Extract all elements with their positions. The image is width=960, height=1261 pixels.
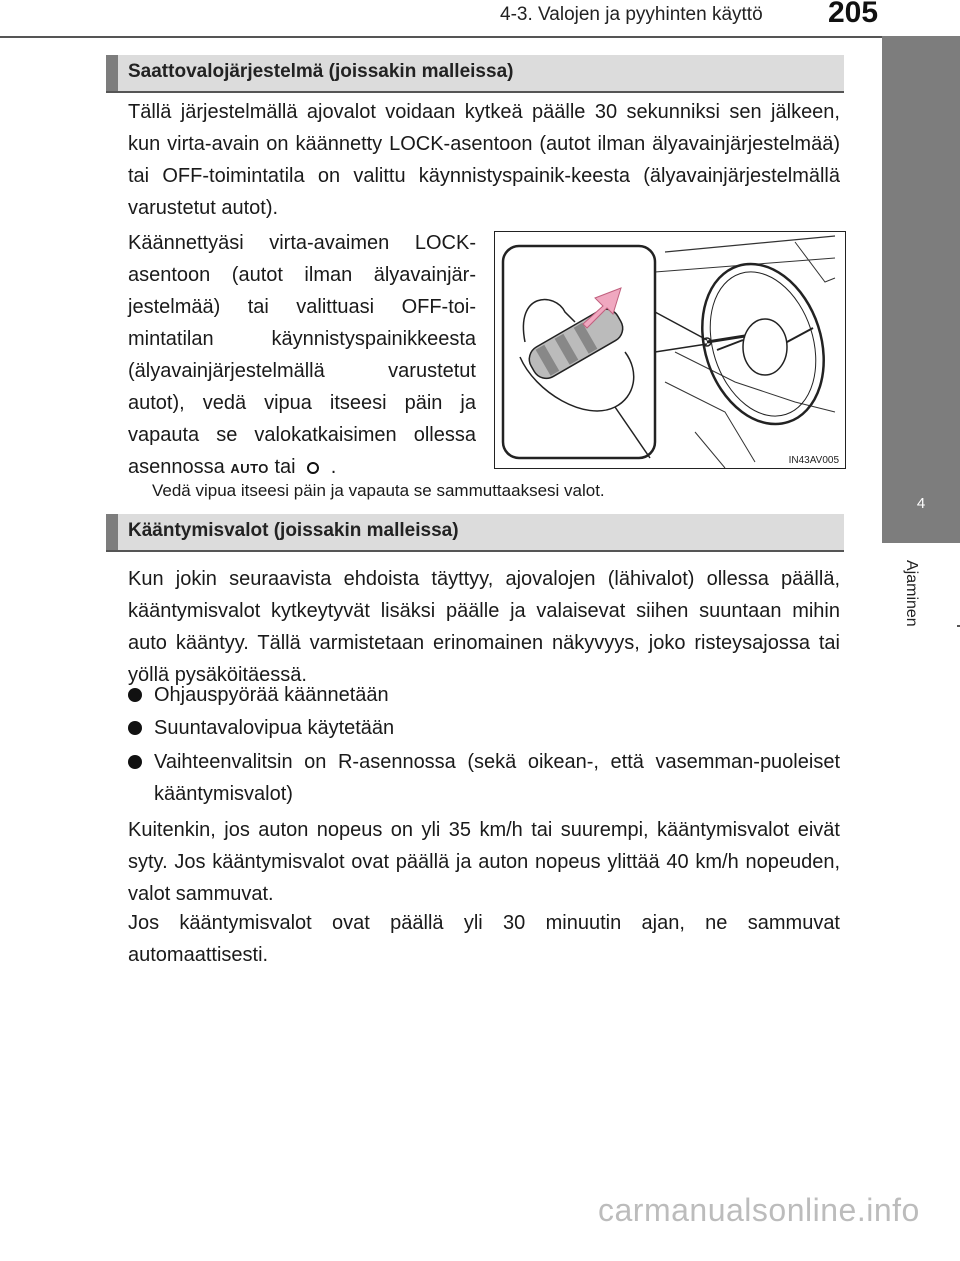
section-heading-bar [106,514,844,552]
section-heading: Kääntymisvalot (joissakin malleissa) [128,520,459,541]
watermark: carmanualsonline.info [598,1192,920,1228]
chapter-tab [882,475,960,543]
section-heading-accent [106,55,118,91]
instruction-text [128,227,476,485]
light-switch-illustration [494,231,846,469]
bullet-icon [128,755,142,769]
list-item [128,679,840,711]
bullet-icon [128,721,142,735]
time-paragraph: Jos kääntymisvalot ovat päällä yli 30 minuutin ajan, ne sammuvat automaattisesti. [128,912,840,966]
section-intro: Tällä järjestelmällä ajovalot voidaan kytkeä päälle 30 sekunniksi sen jälkeen, kun virta-avain on käännetty LOCK-asentoon (autot ilman älyavainjärjestelmää) tai OFF-toimintatila on valittu käynnistyspainik-keesta (älyavainjärjestelmällä varustetut autot). [128,101,840,219]
section-heading-bar [106,55,844,93]
speed-paragraph: Kuitenkin, jos auton nopeus on yli 35 km/h tai suurempi, kääntymisvalot eivät syty. Jos kääntymisvalot ovat päällä ja auton nopeus ylittää 40 km/h nopeuden, valot sammuvat. [128,819,840,905]
instruction-or: tai [274,456,296,478]
list-item [128,746,840,810]
list-item-text: Ohjauspyörää käännetään [154,684,389,706]
list-item-text: Suuntavalovipua käytetään [154,717,395,739]
section-heading: Saattovalojärjestelmä (joissakin malleissa) [128,61,514,82]
running-header: 4-3. Valojen ja pyyhinten käyttö [500,4,763,25]
steering-column-drawing [495,232,845,468]
chapter-tab-band [882,36,960,475]
parking-light-icon [301,456,325,476]
chapter-label: Ajaminen [903,560,920,627]
chapter-number: 4 [916,495,926,512]
page-number: 205 [828,0,879,29]
instruction-end: . [330,456,337,478]
auto-position-label: AUTO [230,461,269,476]
header-divider [0,36,960,38]
section-intro: Kun jokin seuraavista ehdoista täyttyy, ajovalojen (lähivalot) ollessa päällä, kääntymisvalot kytkeytyvät lisäksi päälle ja valaisevat siihen suuntaan mihin auto kääntyy. Tällä varmistetaan erinomainen näkyvyys, joko risteysajossa tai yöllä pysäköitäessä. [128,568,840,686]
list-item-text: Vaihteenvalitsin on R-asennossa (sekä oikean-, että vasemman-puoleiset kääntymisvalot) [154,751,840,805]
section-heading-accent [106,514,118,550]
note-text: Vedä vipua itseesi päin ja vapauta se sammuttaaksesi valot. [152,481,605,500]
list-item [128,712,840,744]
bullet-icon [128,688,142,702]
figure-code: IN43AV005 [788,455,839,466]
instruction-main: Käännettyäsi virta-avaimen LOCK-asentoon (autot ilman älyavainjär-jestelmää) tai valittuasi OFF-toi-mintatilan käynnistyspainikkeesta (älyavainjärjestelmällä varustetut autot), vedä vipua itseesi päin ja vapauta se valokatkaisimen ollessa asennossa [128,232,476,478]
